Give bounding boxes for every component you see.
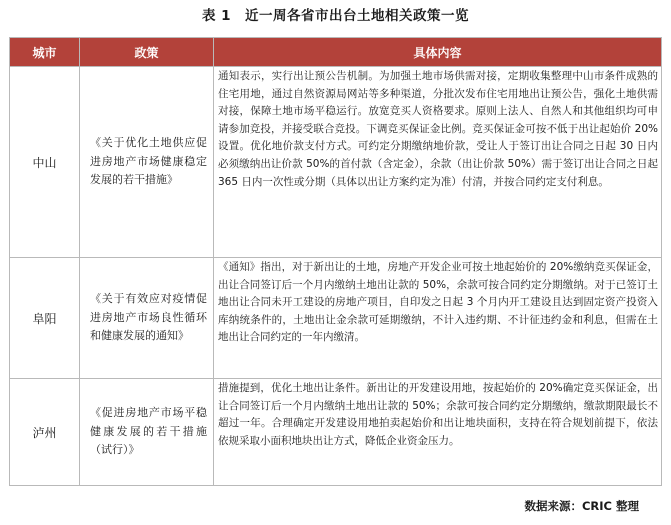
- policy-name-cell: 《促进房地产市场平稳健康发展的若干措施（试行）》: [80, 379, 214, 486]
- header-policy: 政策: [80, 38, 214, 67]
- policy-content-cell: 《通知》指出，对于新出让的土地，房地产开发企业可按土地起始价的 20%缴纳竞买保证金，出让合同签订后一个月内缴纳土地出让款的 50%，余款可按合同约定分期缴纳。对于已签订土地出让合同未开工建设的房地产项目，自印发之日起 3 个月内开工建设且达到固定资产投资入库纳统条件的，土地出让金余款可延期缴纳，不计入违约期、不计征违约金和利息，但需在土地出让合同约定的一年内缴清。: [214, 258, 662, 379]
- table-header-row: [10, 38, 662, 67]
- policy-content-cell: 通知表示，实行出让预公告机制。为加强土地市场供需对接，定期收集整理中山市条件成熟的住宅用地，通过自然资源局网站等多种渠道，分批次发布住宅用地出让预公告，强化土地供需对接，保障土地市场平稳运行。放宽竞买人资格要求。原则上法人、自然人和其他组织均可申请参加竞投，并接受联合竞投。下调竞买保证金比例。竞买保证金可按不低于出让起始价 20%设置。优化地价款支付方式。可约定分期缴纳地价款，受让人于签订出让合同之日起 30 日内必须缴纳出让价款 50%的首付款（含定金），余款（出让价款 50%）需于签订出让合同之日起 365 日内一次性或分期（具体以出让方案约定为准）付清，并按合同约定支付利息。: [214, 67, 662, 258]
- table-row: [10, 379, 662, 486]
- table-title: 表 1 近一周各省市出台土地相关政策一览: [201, 8, 470, 24]
- policy-name-cell: 《关于有效应对疫情促进房地产市场良性循环和健康发展的通知》: [80, 258, 214, 379]
- header-content: 具体内容: [214, 38, 662, 67]
- city-cell: 泸州: [10, 379, 80, 486]
- policy-name-cell: 《关于优化土地供应促进房地产市场健康稳定发展的若干措施》: [80, 67, 214, 258]
- policy-table: [9, 37, 662, 486]
- policy-content-cell: 措施提到，优化土地出让条件。新出让的开发建设用地，按起始价的 20%确定竞买保证金，出让合同签订后一个月内缴纳土地出让款的 50%；余款可按合同约定分期缴纳，缴款期限最长不超过一年。合理确定开发建设用地拍卖起始价和出让地块面积，支持在符合规划前提下，依法依规采取小面积地块出让方式，降低企业资金压力。: [214, 379, 662, 486]
- header-city: 城市: [10, 38, 80, 67]
- city-cell: 中山: [10, 67, 80, 258]
- table-row: [10, 258, 662, 379]
- city-cell: 阜阳: [10, 258, 80, 379]
- table-row: [10, 67, 662, 258]
- data-source-note: 数据来源：CRIC 整理: [524, 499, 639, 513]
